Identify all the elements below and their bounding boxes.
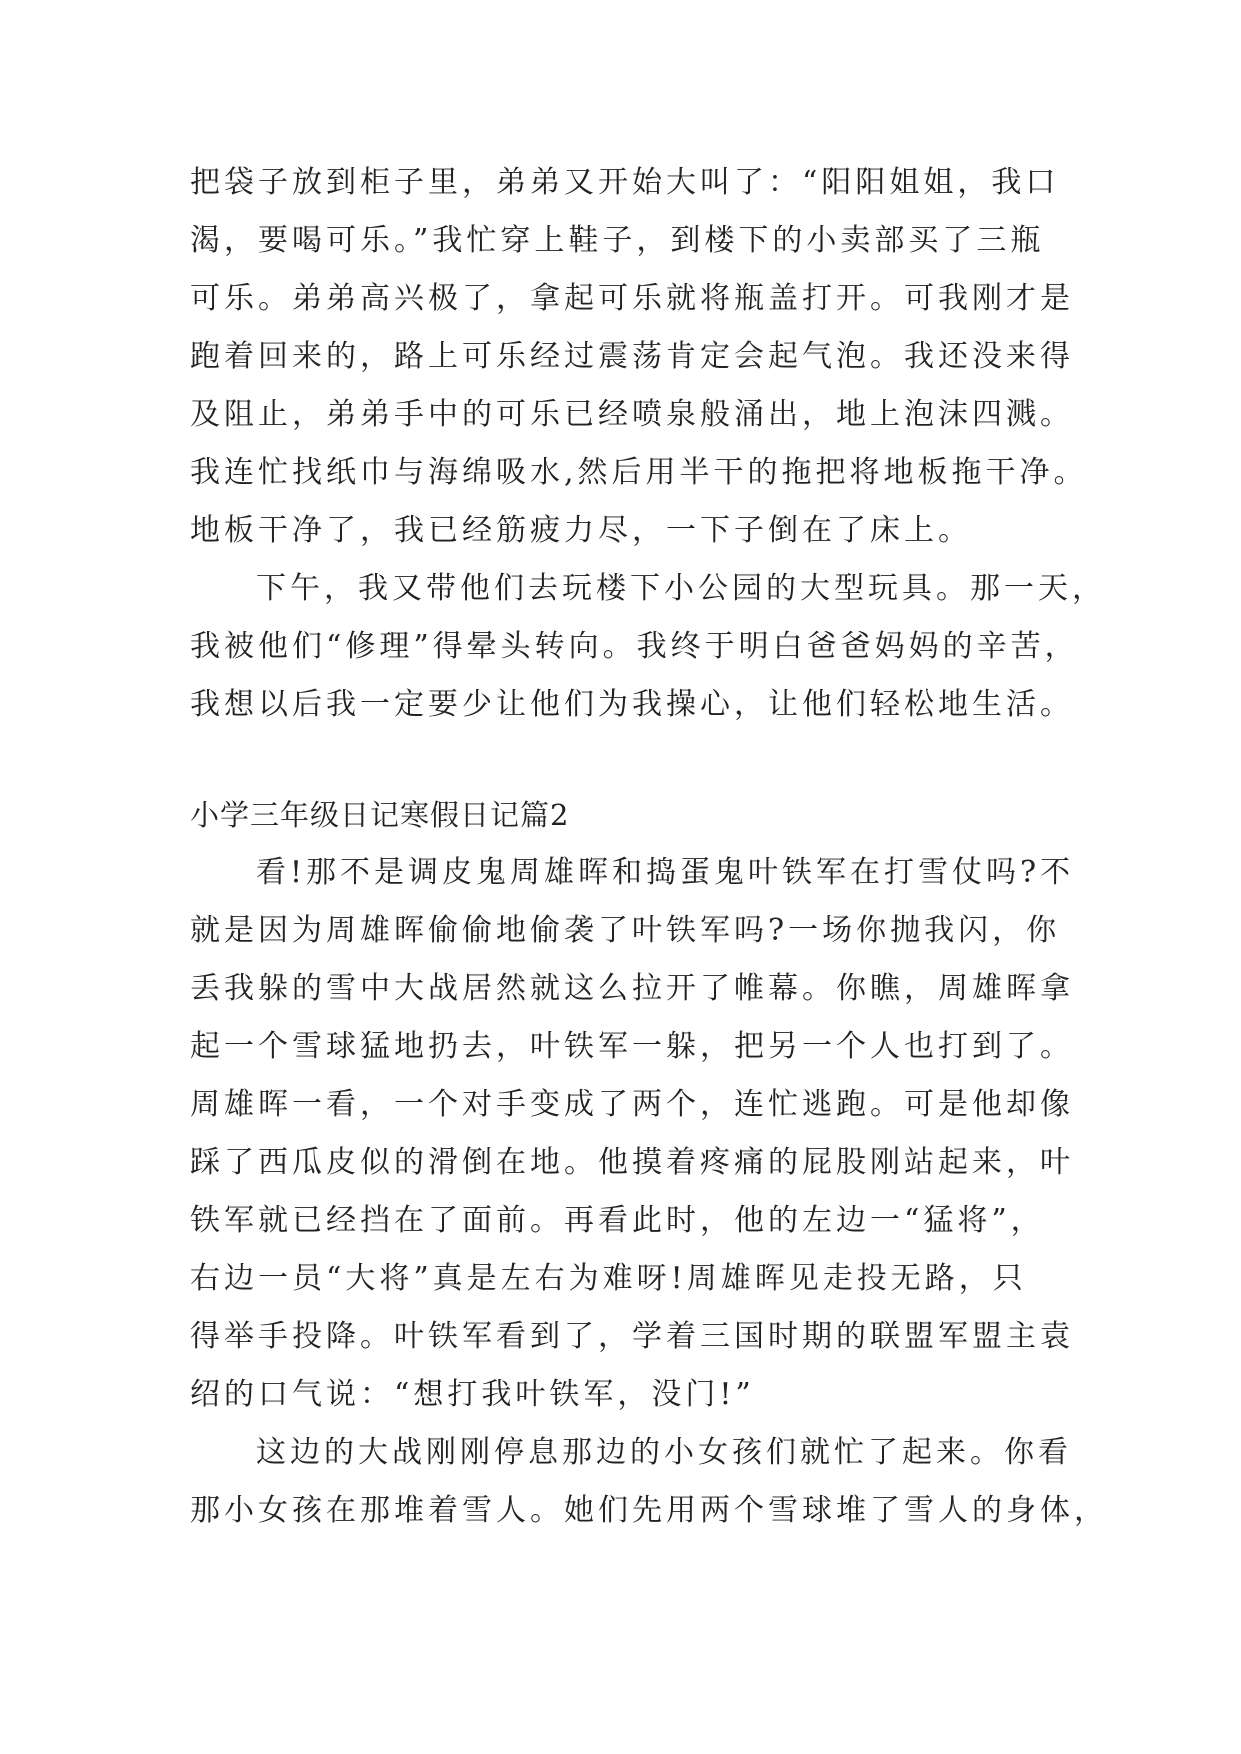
text-line: 下午，我又带他们去玩楼下小公园的大型玩具。那一天， xyxy=(256,571,1106,606)
text-line: 丢我躲的雪中大战居然就这么拉开了帷幕。你瞧，周雄晖拿 xyxy=(190,971,1074,1006)
text-line: 这边的大战刚刚停息那边的小女孩们就忙了起来。你看 xyxy=(256,1435,1072,1470)
text-line: 铁军就已经挡在了面前。再看此时，他的左边一“猛将”， xyxy=(190,1203,1045,1238)
text-line: 跑着回来的，路上可乐经过震荡肯定会起气泡。我还没来得 xyxy=(190,339,1074,374)
text-line: 那小女孩在那堆着雪人。她们先用两个雪球堆了雪人的身体， xyxy=(190,1493,1108,1528)
text-line: 渴，要喝可乐。”我忙穿上鞋子，到楼下的小卖部买了三瓶 xyxy=(190,223,1045,258)
text-line: 就是因为周雄晖偷偷地偷袭了叶铁军吗?一场你抛我闪，你 xyxy=(190,913,1061,948)
text-line: 得举手投降。叶铁军看到了，学着三国时期的联盟军盟主袁 xyxy=(190,1319,1074,1354)
text-line: 把袋子放到柜子里，弟弟又开始大叫了：“阳阳姐姐，我口 xyxy=(190,165,1060,200)
text-line: 地板干净了，我已经筋疲力尽，一下子倒在了床上。 xyxy=(190,513,972,548)
text-line: 右边一员“大将”真是左右为难呀!周雄晖见走投无路，只 xyxy=(190,1261,1027,1296)
section-heading: 小学三年级日记寒假日记篇2 xyxy=(190,798,570,832)
paragraph-snowball-fight xyxy=(190,844,1075,1424)
text-line: 看!那不是调皮鬼周雄晖和捣蛋鬼叶铁军在打雪仗吗?不 xyxy=(256,855,1075,890)
text-line: 踩了西瓜皮似的滑倒在地。他摸着疼痛的屁股刚站起来，叶 xyxy=(190,1145,1074,1180)
text-line: 可乐。弟弟高兴极了，拿起可乐就将瓶盖打开。可我刚才是 xyxy=(190,281,1074,316)
text-line: 周雄晖一看，一个对手变成了两个，连忙逃跑。可是他却像 xyxy=(190,1087,1074,1122)
text-line: 起一个雪球猛地扔去，叶铁军一躲，把另一个人也打到了。 xyxy=(190,1029,1074,1064)
paragraph-continued xyxy=(190,154,1088,560)
text-line: 绍的口气说：“想打我叶铁军，没门!” xyxy=(190,1377,755,1412)
document-body xyxy=(190,154,1108,1540)
paragraph-snowman xyxy=(190,1424,1108,1540)
text-line: 我想以后我一定要少让他们为我操心，让他们轻松地生活。 xyxy=(190,687,1074,722)
text-line: 及阻止，弟弟手中的可乐已经喷泉般涌出，地上泡沫四溅。 xyxy=(190,397,1074,432)
text-line: 我连忙找纸巾与海绵吸水,然后用半干的拖把将地板拖干净。 xyxy=(190,455,1088,490)
text-line: 我被他们“修理”得晕头转向。我终于明白爸爸妈妈的辛苦， xyxy=(190,629,1079,664)
paragraph-afternoon xyxy=(190,560,1106,734)
